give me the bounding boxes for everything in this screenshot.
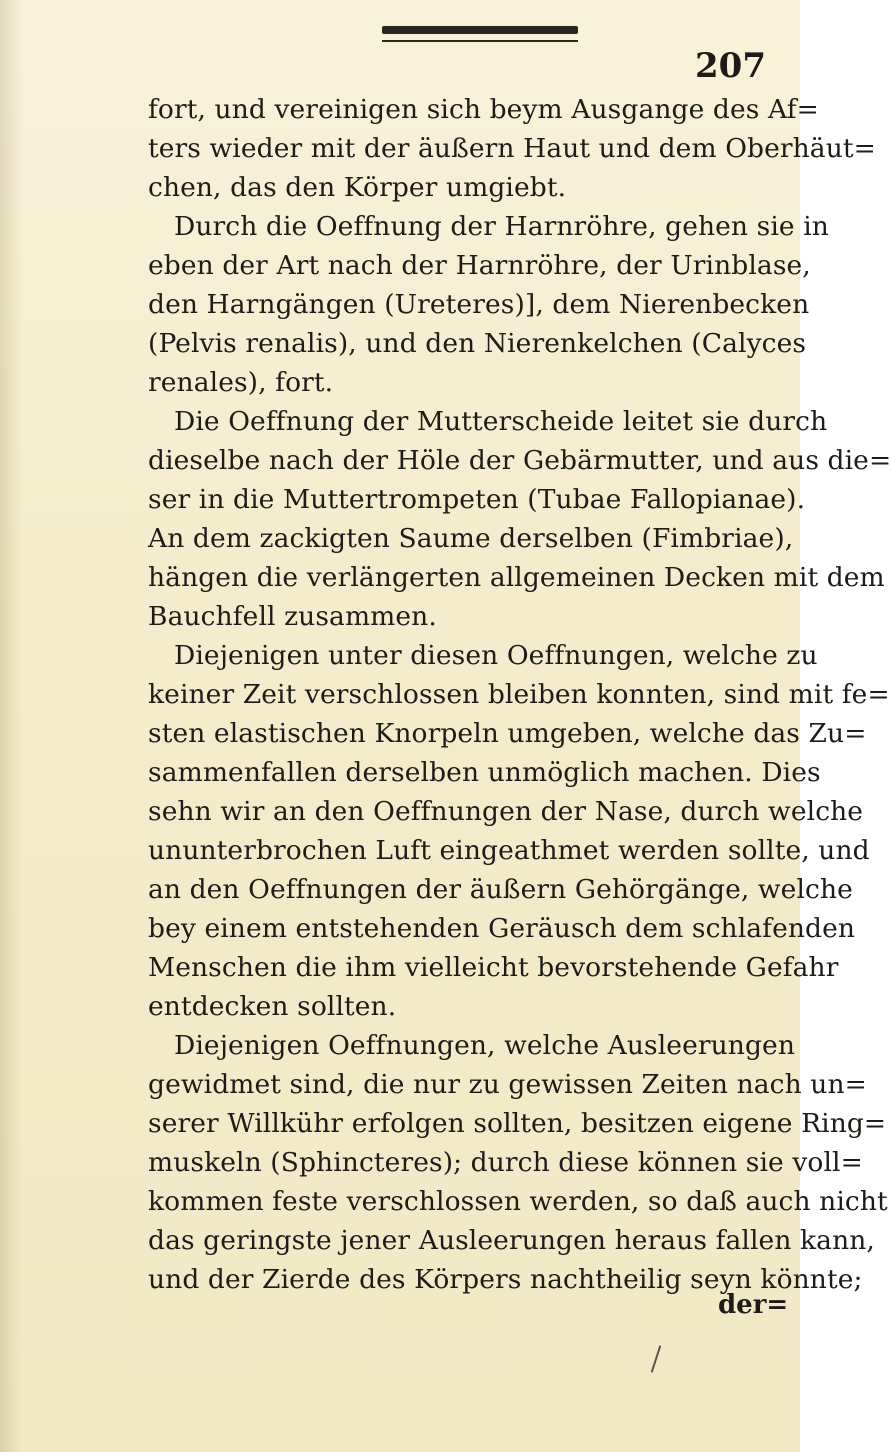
text-line: eben der Art nach der Harnröhre, der Urinblase,	[148, 250, 811, 281]
text-line: hängen die verlängerten allgemeinen Decken mit dem	[148, 562, 885, 593]
paragraph-start-line: Diejenigen Oeffnungen, welche Ausleerungen	[174, 1030, 795, 1061]
text-line: bey einem entstehenden Geräusch dem schlafenden	[148, 913, 856, 944]
text-line: Menschen die ihm vielleicht bevorstehende Gefahr	[148, 952, 839, 983]
paragraph-start-line: Diejenigen unter diesen Oeffnungen, welche zu	[174, 640, 818, 671]
text-line: kommen feste verschlossen werden, so daß auch nicht	[148, 1186, 888, 1217]
paragraph-start-line: Durch die Oeffnung der Harnröhre, gehen sie in	[174, 211, 829, 242]
text-line: ser in die Muttertrompeten (Tubae Fallopianae).	[148, 484, 806, 515]
page-gutter-shadow	[0, 0, 22, 1452]
text-line: sten elastischen Knorpeln umgeben, welche das Zu=	[148, 718, 867, 749]
page-number: 207	[695, 46, 766, 86]
text-line: ununterbrochen Luft eingeathmet werden sollte, und	[148, 835, 870, 866]
header-rule	[382, 26, 578, 34]
text-line: muskeln (Sphincteres); durch diese können sie voll=	[148, 1147, 863, 1178]
paragraph-start-line: Die Oeffnung der Mutterscheide leitet sie durch	[174, 406, 828, 437]
text-line: und der Zierde des Körpers nachtheilig seyn könnte;	[148, 1264, 863, 1295]
text-line: sehn wir an den Oeffnungen der Nase, durch welche	[148, 796, 864, 827]
text-line: an den Oeffnungen der äußern Gehörgänge, welche	[148, 874, 853, 905]
text-line: renales), fort.	[148, 367, 334, 398]
text-line: entdecken sollten.	[148, 991, 397, 1022]
text-line: chen, das den Körper umgiebt.	[148, 172, 567, 203]
text-line: das geringste jener Ausleerungen heraus fallen kann,	[148, 1225, 875, 1256]
text-line: fort, und vereinigen sich beym Ausgange des Af=	[148, 94, 819, 125]
text-line: gewidmet sind, die nur zu gewissen Zeiten nach un=	[148, 1069, 867, 1100]
text-line: An dem zackigten Saume derselben (Fimbriae),	[148, 523, 794, 554]
text-line: ters wieder mit der äußern Haut und dem Oberhäut=	[148, 133, 876, 164]
text-line: Bauchfell zusammen.	[148, 601, 437, 632]
ink-mark	[651, 1345, 662, 1372]
body-text	[148, 90, 891, 1299]
text-line: dieselbe nach der Höle der Gebärmutter, und aus die=	[148, 445, 891, 476]
header-rule-thin	[382, 40, 578, 42]
text-line: sammenfallen derselben unmöglich machen. Dies	[148, 757, 821, 788]
text-line: serer Willkühr erfolgen sollten, besitzen eigene Ring=	[148, 1108, 887, 1139]
text-line: (Pelvis renalis), und den Nierenkelchen (Calyces	[148, 328, 807, 359]
text-line: den Harngängen (Ureteres)], dem Nierenbecken	[148, 289, 810, 320]
catchword: der=	[718, 1290, 789, 1320]
text-line: keiner Zeit verschlossen bleiben konnten, sind mit fe=	[148, 679, 890, 710]
